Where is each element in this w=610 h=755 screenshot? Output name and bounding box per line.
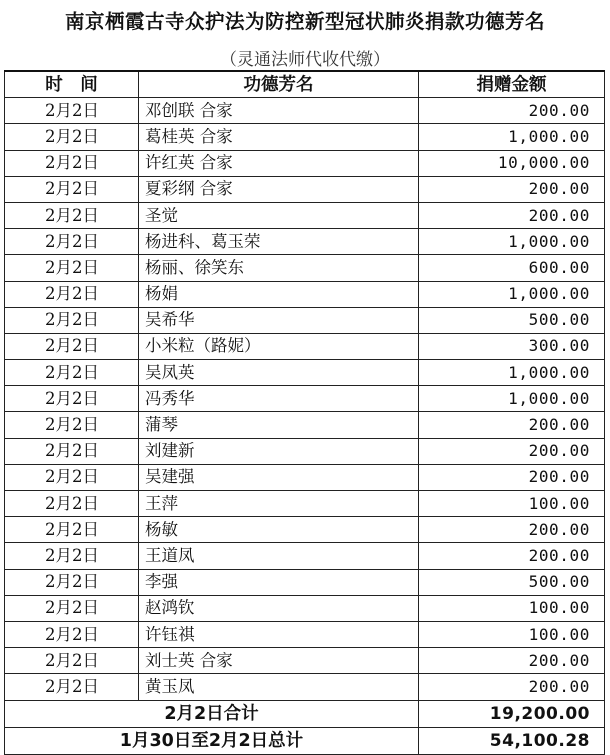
row-date: 2月2日 — [5, 124, 139, 150]
table-row — [5, 333, 605, 359]
table-row — [5, 98, 605, 124]
table-row — [5, 543, 605, 569]
row-date: 2月2日 — [5, 464, 139, 490]
row-date: 2月2日 — [5, 412, 139, 438]
table-row — [5, 281, 605, 307]
table-header-row — [5, 71, 605, 98]
row-name: 王萍 — [139, 491, 419, 517]
table-row — [5, 648, 605, 674]
table-row — [5, 438, 605, 464]
header-amount: 捐赠金额 — [419, 71, 605, 98]
table-row — [5, 621, 605, 647]
total-amount: 54,100.28 — [419, 727, 605, 754]
row-name: 许钰祺 — [139, 621, 419, 647]
row-amount: 600.00 — [419, 255, 605, 281]
subtotal-row — [5, 700, 605, 727]
row-amount: 100.00 — [419, 491, 605, 517]
row-date: 2月2日 — [5, 621, 139, 647]
total-label: 1月30日至2月2日总计 — [5, 727, 419, 754]
row-date: 2月2日 — [5, 648, 139, 674]
row-amount: 200.00 — [419, 674, 605, 700]
table-row — [5, 464, 605, 490]
row-name: 邓创联 合家 — [139, 98, 419, 124]
header-date: 时 间 — [5, 71, 139, 98]
row-name: 冯秀华 — [139, 386, 419, 412]
row-date: 2月2日 — [5, 333, 139, 359]
table-body — [5, 98, 605, 700]
document-subtitle: （灵通法师代收代缴） — [220, 50, 390, 70]
row-name: 赵鸿钦 — [139, 595, 419, 621]
row-date: 2月2日 — [5, 281, 139, 307]
header-name: 功德芳名 — [139, 71, 419, 98]
subtotal-amount: 19,200.00 — [419, 700, 605, 727]
table-row — [5, 360, 605, 386]
table-row — [5, 202, 605, 228]
row-date: 2月2日 — [5, 386, 139, 412]
row-date: 2月2日 — [5, 569, 139, 595]
row-date: 2月2日 — [5, 255, 139, 281]
table-row — [5, 412, 605, 438]
total-row — [5, 727, 605, 754]
row-amount: 200.00 — [419, 464, 605, 490]
row-date: 2月2日 — [5, 229, 139, 255]
row-amount: 500.00 — [419, 307, 605, 333]
row-date: 2月2日 — [5, 150, 139, 176]
table-row — [5, 386, 605, 412]
table-row — [5, 595, 605, 621]
row-date: 2月2日 — [5, 674, 139, 700]
row-date: 2月2日 — [5, 98, 139, 124]
table-row — [5, 307, 605, 333]
row-name: 吴希华 — [139, 307, 419, 333]
row-name: 杨敏 — [139, 517, 419, 543]
row-name: 葛桂英 合家 — [139, 124, 419, 150]
row-name: 小米粒（路妮） — [139, 333, 419, 359]
row-date: 2月2日 — [5, 491, 139, 517]
row-amount: 1,000.00 — [419, 229, 605, 255]
row-name: 圣觉 — [139, 202, 419, 228]
table-row — [5, 176, 605, 202]
table-row — [5, 517, 605, 543]
table-row — [5, 229, 605, 255]
row-amount: 200.00 — [419, 202, 605, 228]
table-row — [5, 491, 605, 517]
row-amount: 200.00 — [419, 648, 605, 674]
row-name: 刘建新 — [139, 438, 419, 464]
table-row — [5, 124, 605, 150]
row-name: 吴建强 — [139, 464, 419, 490]
row-amount: 1,000.00 — [419, 386, 605, 412]
row-name: 王道凤 — [139, 543, 419, 569]
row-name: 杨丽、徐笑东 — [139, 255, 419, 281]
row-amount: 200.00 — [419, 412, 605, 438]
row-date: 2月2日 — [5, 543, 139, 569]
row-date: 2月2日 — [5, 438, 139, 464]
row-date: 2月2日 — [5, 595, 139, 621]
row-amount: 300.00 — [419, 333, 605, 359]
row-name: 夏彩纲 合家 — [139, 176, 419, 202]
row-amount: 100.00 — [419, 595, 605, 621]
row-amount: 1,000.00 — [419, 124, 605, 150]
row-date: 2月2日 — [5, 517, 139, 543]
row-amount: 200.00 — [419, 176, 605, 202]
document-title: 南京栖霞古寺众护法为防控新型冠状肺炎捐款功德芳名 — [64, 10, 545, 33]
table-row — [5, 674, 605, 700]
table-row — [5, 255, 605, 281]
row-date: 2月2日 — [5, 307, 139, 333]
row-amount: 200.00 — [419, 543, 605, 569]
donation-table — [4, 70, 605, 755]
row-name: 刘士英 合家 — [139, 648, 419, 674]
row-name: 黄玉凤 — [139, 674, 419, 700]
row-amount: 200.00 — [419, 517, 605, 543]
row-amount: 200.00 — [419, 98, 605, 124]
table-row — [5, 569, 605, 595]
row-name: 杨进科、葛玉荣 — [139, 229, 419, 255]
row-date: 2月2日 — [5, 360, 139, 386]
row-date: 2月2日 — [5, 176, 139, 202]
row-name: 吴凤英 — [139, 360, 419, 386]
row-amount: 1,000.00 — [419, 360, 605, 386]
row-name: 李强 — [139, 569, 419, 595]
row-name: 蒲琴 — [139, 412, 419, 438]
row-name: 许红英 合家 — [139, 150, 419, 176]
row-amount: 10,000.00 — [419, 150, 605, 176]
row-name: 杨娟 — [139, 281, 419, 307]
table-row — [5, 150, 605, 176]
subtotal-label: 2月2日合计 — [5, 700, 419, 727]
row-amount: 200.00 — [419, 438, 605, 464]
row-amount: 100.00 — [419, 621, 605, 647]
row-amount: 1,000.00 — [419, 281, 605, 307]
row-amount: 500.00 — [419, 569, 605, 595]
row-date: 2月2日 — [5, 202, 139, 228]
